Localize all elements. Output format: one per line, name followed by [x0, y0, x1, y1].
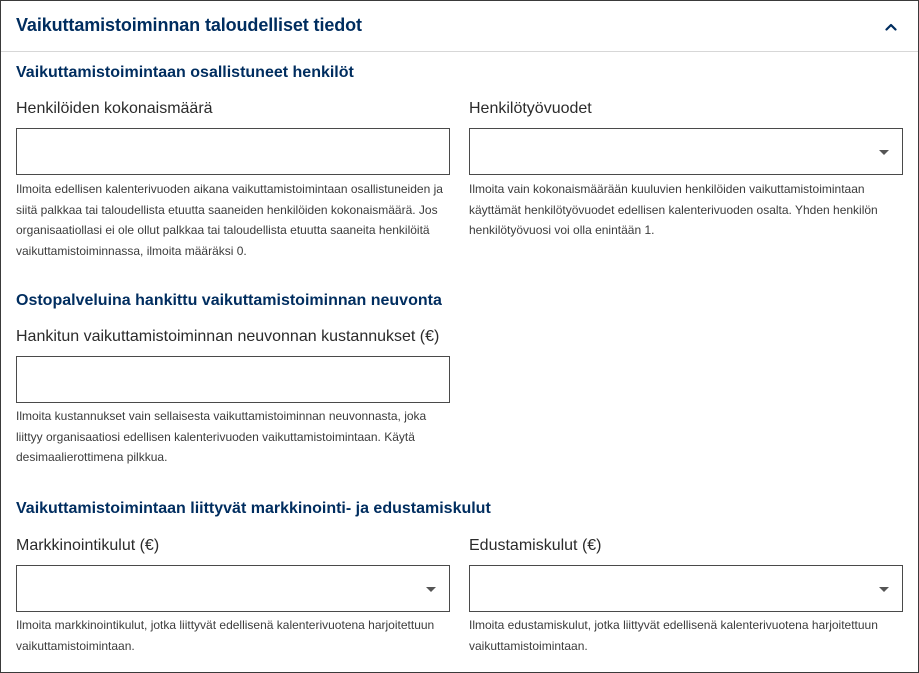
representation-costs-help: Ilmoita edustamiskulut, jotka liittyvät edellisenä kalenterivuotena harjoitettuun vaikuttamistoimintaan.	[469, 618, 878, 653]
consulting-costs-help: Ilmoita kustannukset vain sellaisesta vaikuttamistoiminnan neuvonnasta, joka liittyy organisaatiosi edellisen kalenterivuoden vaikuttamistoimintaan. Käytä desimaalierottimena pilkkua.	[16, 409, 427, 464]
collapse-button[interactable]	[880, 16, 902, 38]
marketing-costs-select[interactable]	[16, 565, 450, 612]
panel-header[interactable]	[1, 1, 918, 52]
marketing-costs-label: Markkinointikulut (€)	[16, 537, 160, 554]
person-years-label: Henkilötyövuodet	[469, 100, 592, 117]
representation-costs-select[interactable]	[469, 565, 903, 612]
marketing-heading: Vaikuttamistoimintaan liittyvät markkinointi- ja edustamiskulut	[16, 500, 491, 517]
chevron-up-icon	[880, 16, 902, 38]
representation-costs-label: Edustamiskulut (€)	[469, 537, 602, 554]
consulting-costs-label: Hankitun vaikuttamistoiminnan neuvonnan kustannukset (€)	[16, 328, 440, 345]
consulting-heading: Ostopalveluina hankittu vaikuttamistoiminnan neuvonta	[16, 292, 442, 309]
marketing-costs-help: Ilmoita markkinointikulut, jotka liittyvät edellisenä kalenterivuotena harjoitettuun vaikuttamistoimintaan.	[16, 618, 435, 653]
person-years-select[interactable]	[469, 128, 903, 175]
caret-down-icon	[879, 587, 889, 592]
caret-down-icon	[426, 587, 436, 592]
total-persons-help: Ilmoita edellisen kalenterivuoden aikana vaikuttamistoimintaan osallistuneiden ja siitä palkkaa tai taloudellista etuutta saaneiden henkilöiden kokonaismäärä. Jos organisaatiollasi ei ole ollut palkkaa tai taloudellista etuutta saaneita henkilöitä vaikuttamistoiminnassa, ilmoita määräksi 0.	[16, 182, 443, 258]
caret-down-icon	[879, 150, 889, 155]
consulting-costs-input[interactable]	[16, 356, 450, 403]
total-persons-label: Henkilöiden kokonaismäärä	[16, 100, 213, 117]
panel-title: Vaikuttamistoiminnan taloudelliset tiedot	[16, 15, 362, 35]
person-years-help: Ilmoita vain kokonaismäärään kuuluvien henkilöiden vaikuttamistoimintaan käyttämät henkilötyövuodet edellisen kalenterivuoden osalta. Yhden henkilön henkilötyövuosi voi olla enintään 1.	[469, 182, 878, 237]
total-persons-input[interactable]	[16, 128, 450, 175]
participants-heading: Vaikuttamistoimintaan osallistuneet henkilöt	[16, 64, 354, 81]
